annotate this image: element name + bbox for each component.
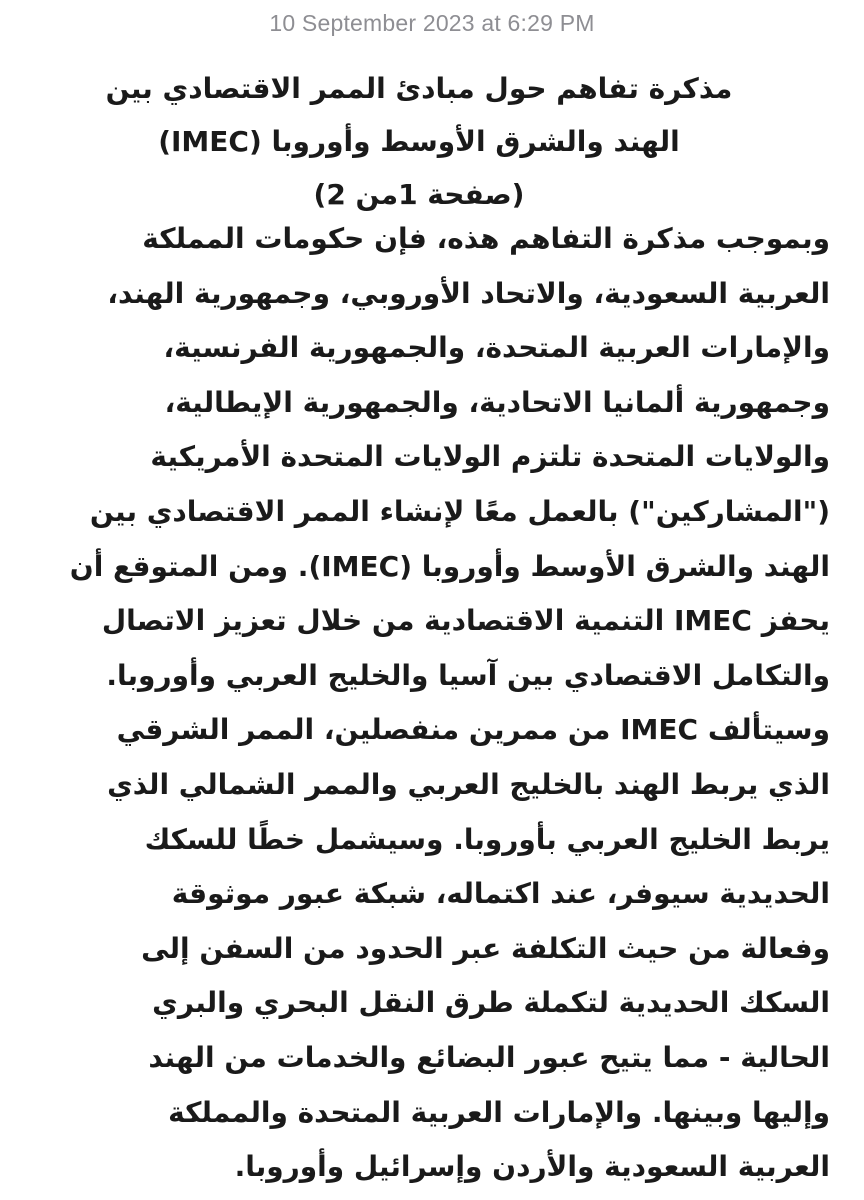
body-line: الحديدية سيوفر، عند اكتماله، شبكة عبور موثوقة <box>171 877 830 911</box>
title-line: الهند والشرق الأوسط وأوروبا (IMEC) <box>158 125 680 158</box>
body-line: ("المشاركين") بالعمل معًا لإنشاء الممر الاقتصادي بين <box>89 494 830 528</box>
body-line: الذي يربط الهند بالخليج العربي والممر الشمالي الذي <box>107 767 830 801</box>
body-line: والإمارات العربية المتحدة، والجمهورية الفرنسية، <box>163 331 830 365</box>
body-line: وفعالة من حيث التكلفة عبر الحدود من السفن إلى <box>141 931 830 965</box>
body-line: العربية السعودية، والاتحاد الأوروبي، وجمهورية الهند، <box>107 276 830 310</box>
body-line: الهند والشرق الأوسط وأوروبا (IMEC). ومن المتوقع أن <box>69 549 830 583</box>
body-line: العربية السعودية والأردن وإسرائيل وأوروبا. <box>234 1150 830 1184</box>
body-line: والتكامل الاقتصادي بين آسيا والخليج العربي وأوروبا. <box>106 658 830 692</box>
page-indicator: (صفحة 1من 2) <box>313 178 525 211</box>
body-line: وبموجب مذكرة التفاهم هذه، فإن حكومات المملكة <box>142 222 830 255</box>
note-title <box>94 62 744 221</box>
note-body <box>30 212 830 1195</box>
body-line: يحفز IMEC التنمية الاقتصادية من خلال تعزيز الاتصال <box>101 604 830 638</box>
note-date: 10 September 2023 at 6:29 PM <box>269 10 595 36</box>
body-line: وسيتألف IMEC من ممرين منفصلين، الممر الشرقي <box>116 713 830 747</box>
body-line: وجمهورية ألمانيا الاتحادية، والجمهورية الإيطالية، <box>164 385 830 419</box>
body-line: يربط الخليج العربي بأوروبا. وسيشمل خطًا للسكك <box>144 822 830 856</box>
body-line: الحالية - مما يتيح عبور البضائع والخدمات من الهند <box>148 1040 830 1074</box>
body-line: وإليها وبينها. والإمارات العربية المتحدة والمملكة <box>168 1095 830 1129</box>
body-line: السكك الحديدية لتكملة طرق النقل البحري والبري <box>152 986 830 1020</box>
body-line: والولايات المتحدة تلتزم الولايات المتحدة الأمريكية <box>150 440 830 474</box>
title-line: مذكرة تفاهم حول مبادئ الممر الاقتصادي بين <box>105 72 733 105</box>
